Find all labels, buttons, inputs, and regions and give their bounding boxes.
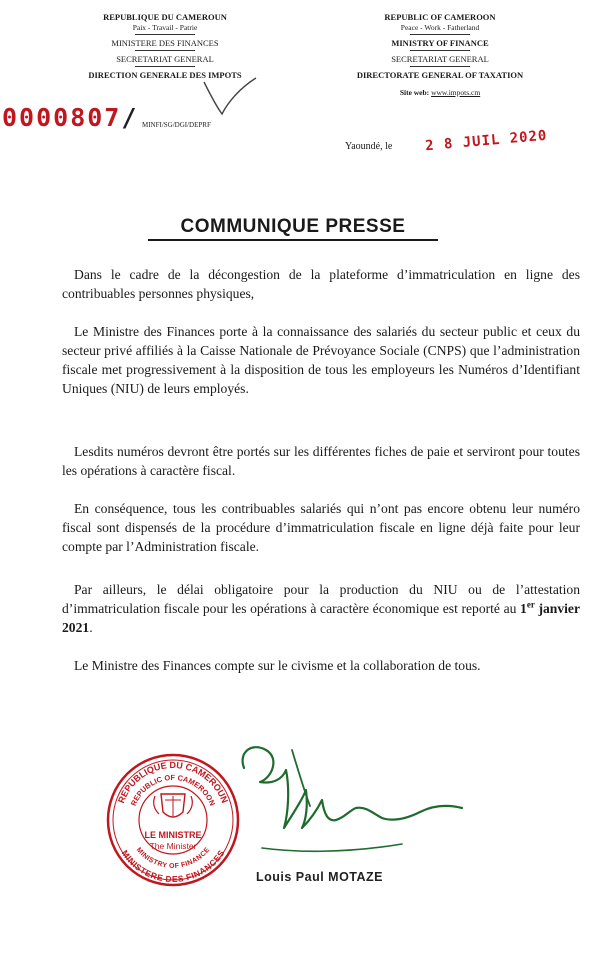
reference-number-red: 0000807 (2, 103, 122, 132)
directorate-en: DIRECTORATE GENERAL OF TAXATION (356, 69, 524, 80)
divider (135, 50, 195, 51)
secretariat-fr: SECRETARIAT GENERAL (116, 53, 214, 64)
country-name-fr: REPUBLIQUE DU CAMEROUN (103, 12, 227, 22)
date-place: Yaoundé, le (345, 141, 393, 152)
motto-fr: Paix - Travail - Patrie (132, 23, 198, 33)
pen-check-mark (200, 76, 260, 126)
divider (410, 50, 470, 51)
body-paragraph-4: En conséquence, tous les contribuables salariés qui n’ont pas encore obtenu leur numéro fiscal sont dispensés de la procédure d’immatriculation fiscale en ligne déjà faite pour leur compte par l’Administration fiscale. (62, 501, 580, 554)
coat-of-arms-icon (154, 794, 193, 817)
body-paragraph-1: Dans le cadre de la décongestion de la plateforme d’immatriculation en ligne des contribuables personnes physiques, (62, 267, 580, 301)
document-title: COMMUNIQUE PRESSE (148, 216, 438, 241)
body-paragraph-5 (62, 580, 580, 637)
official-seal (103, 750, 243, 890)
secretariat-en: SECRETARIAT GENERAL (391, 53, 489, 64)
country-name-en: REPUBLIC OF CAMEROON (384, 12, 496, 22)
reference-code: MINFI/SG/DGI/DEPRF (142, 121, 211, 129)
p5-text: Par ailleurs, le délai obligatoire pour la production du NIU ou de l’attestation d’immatriculation fiscale pour les opérations à caractère économique est reporté au (62, 582, 580, 616)
ministry-name-en: MINISTRY OF FINANCE (391, 37, 489, 48)
header-right-block (345, 12, 535, 98)
reference-number (2, 103, 138, 132)
divider (410, 34, 470, 35)
seal-role-fr: LE MINISTRE (144, 830, 202, 840)
body-paragraph-6: Le Ministre des Finances compte sur le civisme et la collaboration de tous. (74, 658, 481, 673)
body-paragraph-2: Le Ministre des Finances porte à la connaissance des salariés du secteur public et ceux du secteur privé affiliés à la Caisse Nationale de Prévoyance Sociale (CNPS) que l’administration fiscale met progressivement à la disposition de tous les employeurs les Numéros d’Identifiant Uniques (NIU) de leurs employés. (62, 324, 580, 396)
ministry-name-fr: MINISTERE DES FINANCES (111, 37, 219, 48)
signer-name: Louis Paul MOTAZE (256, 870, 384, 884)
seal-ring-top: REPUBLIQUE DU CAMEROUN (116, 759, 230, 805)
p5-end: . (89, 620, 93, 635)
deadline-day: 1 (520, 601, 527, 616)
website-label: Site web: (399, 87, 430, 97)
directorate-fr: DIRECTION GENERALE DES IMPOTS (88, 69, 242, 80)
divider (410, 66, 470, 67)
motto-en: Peace - Work - Fatherland (400, 23, 480, 33)
seal-ring-bottom-inner: MINISTRY OF FINANCE (134, 846, 212, 871)
deadline-month-year: janvier 2021 (62, 601, 580, 635)
seal-role-en: The Minister (149, 841, 197, 851)
website-link[interactable]: www.impots.cm (431, 87, 481, 97)
divider (135, 66, 195, 67)
date-stamp: 2 8 JUIL 2020 (424, 127, 549, 155)
website-line (345, 88, 535, 98)
deadline-superscript: er (526, 599, 535, 610)
body-paragraph-3: Lesdits numéros devront être portés sur les différentes fiches de paie et serviront pour toutes les opérations à caractère fiscal. (62, 444, 580, 478)
handwritten-signature (232, 730, 472, 860)
seal-ring-top-inner: REPUBLIC OF CAMEROON (128, 772, 218, 808)
seal-ring-bottom: MINISTERE DES FINANCES (119, 848, 227, 885)
divider (135, 34, 195, 35)
header-left-block (50, 12, 280, 81)
reference-mark: / (121, 103, 139, 132)
